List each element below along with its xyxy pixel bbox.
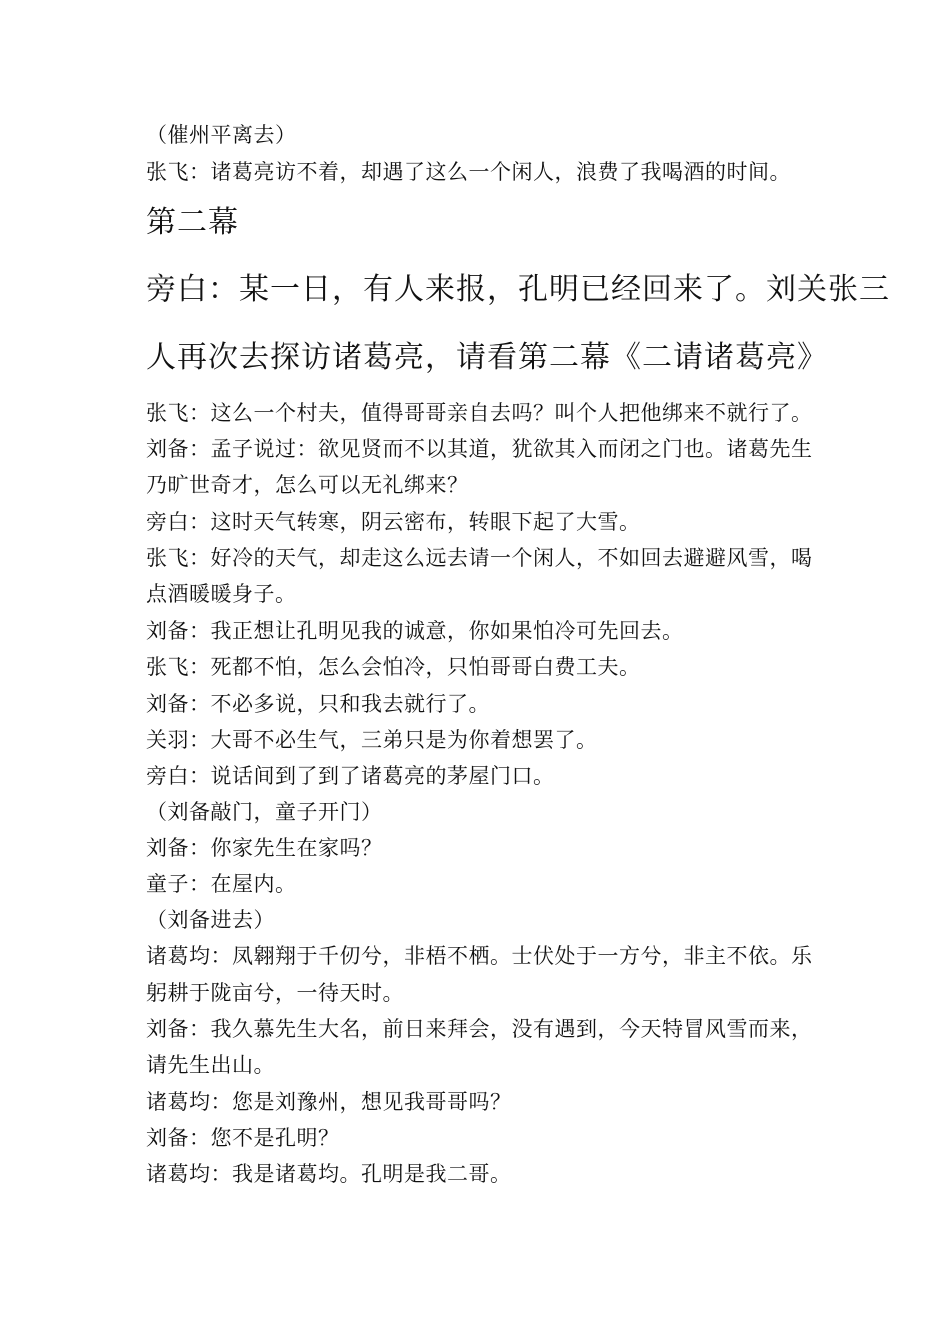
dialogue-line: 关羽：大哥不必生气，三弟只是为你着想罢了。	[146, 728, 598, 752]
narration-line: 旁白：某一日，有人来报，孔明已经回来了。刘关张三	[146, 272, 890, 307]
dialogue-line: 刘备：不必多说，只和我去就行了。	[146, 692, 490, 716]
stage-direction: （催州平离去）	[146, 123, 297, 147]
act-heading: 第二幕	[146, 205, 239, 240]
stage-direction: （刘备进去）	[146, 908, 275, 932]
dialogue-line: 张飞：好冷的天气，却走这么远去请一个闲人，不如回去避避风雪，喝	[146, 546, 813, 570]
dialogue-line: 请先生出山。	[146, 1053, 275, 1077]
dialogue-line: 旁白：这时天气转寒，阴云密布，转眼下起了大雪。	[146, 510, 641, 534]
dialogue-line: 刘备：我久慕先生大名，前日来拜会，没有遇到，今天特冒风雪而来，	[146, 1017, 813, 1041]
dialogue-line: 点酒暖暖身子。	[146, 582, 297, 606]
stage-direction: （刘备敲门，童子开门）	[146, 800, 383, 824]
narration-line: 人再次去探访诸葛亮，请看第二幕《二请诸葛亮》	[146, 340, 828, 375]
dialogue-line: 刘备：孟子说过：欲见贤而不以其道，犹欲其入而闭之门也。诸葛先生	[146, 437, 813, 461]
dialogue-line: 张飞：死都不怕，怎么会怕冷，只怕哥哥白费工夫。	[146, 655, 641, 679]
dialogue-line: 乃旷世奇才，怎么可以无礼绑来？	[146, 473, 469, 497]
dialogue-line: 旁白：说话间到了到了诸葛亮的茅屋门口。	[146, 764, 555, 788]
dialogue-line: 刘备：您不是孔明？	[146, 1126, 340, 1150]
dialogue-line: 童子：在屋内。	[146, 872, 297, 896]
dialogue-line: 张飞：诸葛亮访不着，却遇了这么一个闲人，浪费了我喝酒的时间。	[146, 160, 791, 184]
dialogue-line: 躬耕于陇亩兮，一待天时。	[146, 981, 404, 1005]
dialogue-line: 诸葛均：您是刘豫州，想见我哥哥吗？	[146, 1090, 512, 1114]
dialogue-line: 刘备：你家先生在家吗？	[146, 836, 383, 860]
dialogue-line: 张飞：这么一个村夫，值得哥哥亲自去吗？叫个人把他绑来不就行了。	[146, 401, 813, 425]
dialogue-line: 诸葛均：我是诸葛均。孔明是我二哥。	[146, 1162, 512, 1186]
dialogue-line: 诸葛均：凤翱翔于千仞兮，非梧不栖。士伏处于一方兮，非主不依。乐	[146, 944, 813, 968]
dialogue-line: 刘备：我正想让孔明见我的诚意，你如果怕冷可先回去。	[146, 619, 684, 643]
